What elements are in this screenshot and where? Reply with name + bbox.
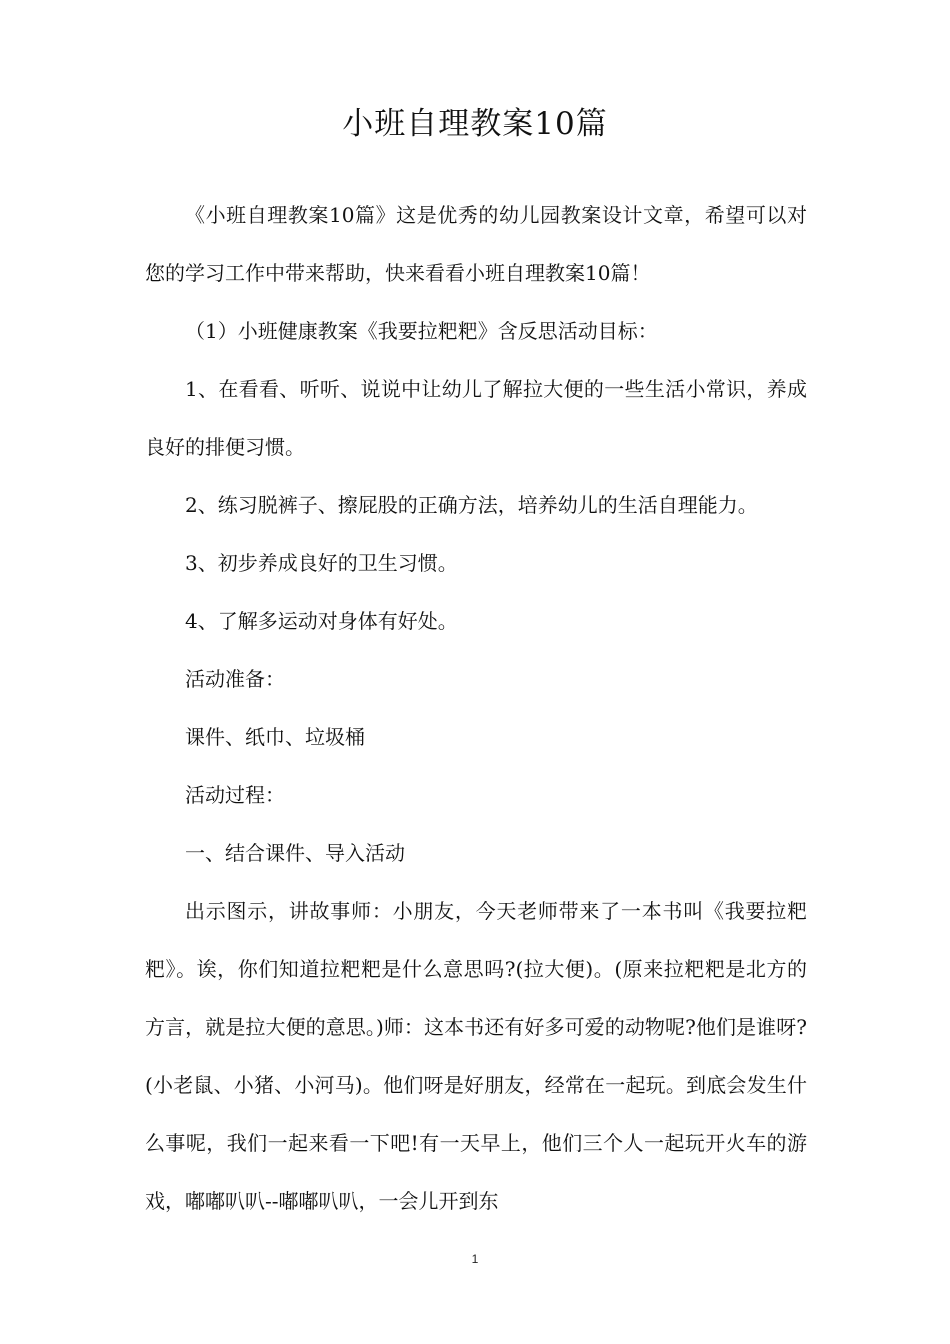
page-number: 1 [471,1252,479,1266]
goal-item-3: 3、初步养成良好的卫生习惯。 [185,551,458,575]
preparation-heading: 活动准备： [185,667,285,691]
document-title: 小班自理教案10篇 [342,106,608,142]
process-heading: 活动过程： [185,783,285,807]
goal-item-2: 2、练习脱裤子、擦屁股的正确方法，培养幼儿的生活自理能力。 [185,493,758,517]
goal-item-4: 4、了解多运动对身体有好处。 [185,609,458,633]
process-step-1: 一、结合课件、导入活动 [185,841,405,865]
preparation-materials: 课件、纸巾、垃圾桶 [185,725,365,749]
intro-paragraph: 《小班自理教案10篇》这是优秀的幼儿园教案设计文章，希望可以对您的学习工作中带来帮助，快来看看小班自理教案10篇！ [145,203,807,285]
goal-item-1: 1、在看看、听听、说说中让幼儿了解拉大便的一些生活小常识，养成良好的排便习惯。 [145,377,807,459]
lesson-heading: （1）小班健康教案《我要拉粑粑》含反思活动目标： [185,319,658,343]
story-paragraph: 出示图示，讲故事师：小朋友，今天老师带来了一本书叫《我要拉粑粑》。诶，你们知道拉粑粑是什么意思吗?(拉大便)。(原来拉粑粑是北方的方言，就是拉大便的意思。)师：这本书还有好多可爱的动物呢?他们是谁呀?(小老鼠、小猪、小河马)。他们呀是好朋友，经常在一起玩。到底会发生什么事呢，我们一起来看一下吧!有一天早上，他们三个人一起玩开火车的游戏，嘟嘟叭叭--嘟嘟叭叭，一会儿开到东 [145,899,807,1213]
document-body [145,186,807,1230]
